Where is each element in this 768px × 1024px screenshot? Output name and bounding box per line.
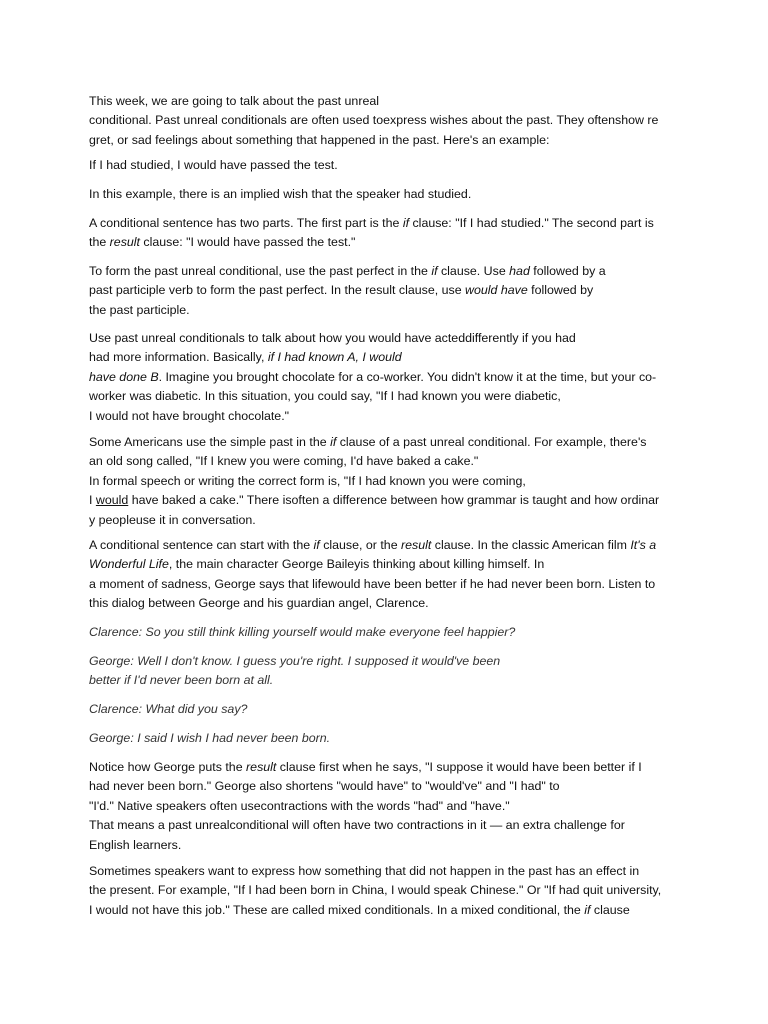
text-line: George: Well I don't know. I guess you're right. I supposed it would've been	[89, 654, 501, 668]
paragraph-usage	[89, 329, 689, 426]
italic-run: It's a	[630, 538, 657, 552]
text-line	[89, 758, 689, 777]
underlined-run: would	[95, 493, 129, 508]
text-run: . Imagine you brought chocolate for a co-worker. You didn't know it at the time, but your co-	[158, 369, 657, 384]
text-line	[89, 262, 689, 281]
text-line: That means a past unrealconditional will often have two contractions in it — an extra challenge for	[89, 818, 625, 833]
text-run: clause	[590, 902, 630, 917]
text-line: Use past unreal conditionals to talk about how you would have acteddifferently if you had	[89, 331, 576, 345]
text-line: a moment of sadness, George says that lifewould have been better if he had never been born. Listen to	[89, 576, 656, 591]
paragraph-mixed	[89, 862, 689, 920]
text-run: clause of a past unreal conditional. For example, there's	[336, 435, 647, 449]
text-line: had never been born." George also shortens "would have" to "would've" and "I had" to	[89, 779, 560, 794]
text-line	[89, 555, 689, 574]
text-run: clause first when he says, "I suppose it would have been better if I	[276, 760, 642, 774]
text-line: better if I'd never been born at all.	[89, 673, 274, 688]
italic-run: result	[109, 235, 140, 250]
text-line: y peopleuse it in conversation.	[89, 512, 256, 527]
text-run: have baked a cake." There isoften a difference between how grammar is taught and how ordinar	[128, 493, 660, 508]
text-run: clause. Use	[437, 264, 510, 278]
paragraph-implied	[89, 185, 689, 204]
paragraph-americans	[89, 433, 689, 530]
text-run: followed by	[527, 283, 594, 298]
text-line: Clarence: So you still think killing yourself would make everyone feel happier?	[89, 625, 516, 639]
text-line: English learners.	[89, 837, 182, 852]
text-line: this dialog between George and his guardian angel, Clarence.	[89, 596, 429, 611]
text-line: Clarence: What did you say?	[89, 702, 248, 716]
dialog-line-george-2	[89, 729, 689, 748]
text-line: worker was diabetic. In this situation, you could say, "If I had known you were diabetic,	[89, 389, 561, 404]
text-line	[89, 368, 689, 387]
text-line	[89, 536, 689, 555]
text-line: gret, or sad feelings about something that happened in the past. Here's an example:	[89, 132, 550, 147]
italic-run: result	[246, 760, 277, 774]
dialog-line-clarence-2	[89, 700, 689, 719]
text-line	[89, 348, 689, 367]
italic-run: if	[431, 264, 438, 278]
text-line	[89, 214, 689, 233]
text-run: A conditional sentence can start with the	[89, 538, 314, 552]
text-run: A conditional sentence has two parts. The first part is the	[89, 216, 403, 230]
italic-run: if	[584, 902, 591, 917]
paragraph-notice	[89, 758, 689, 855]
text-line	[89, 233, 689, 252]
text-line	[89, 433, 689, 452]
text-line: an old song called, "If I knew you were coming, I'd have baked a cake."	[89, 454, 479, 469]
text-line: George: I said I wish I had never been born.	[89, 731, 331, 745]
text-line: the past participle.	[89, 302, 190, 317]
text-line: Sometimes speakers want to express how something that did not happen in the past has an effect in	[89, 864, 640, 878]
text-line: conditional. Past unreal conditionals are often used toexpress wishes about the past. They oftenshow re	[89, 113, 659, 128]
italic-run: had	[509, 264, 530, 278]
text-run: I would not have this job." These are called mixed conditionals. In a mixed conditional, the	[89, 902, 585, 917]
paragraph-film	[89, 536, 689, 614]
italic-run: have done B	[89, 369, 159, 384]
text-run: the	[89, 235, 110, 250]
paragraph-form	[89, 262, 689, 320]
dialog-line-clarence-1	[89, 623, 689, 642]
text-line: In formal speech or writing the correct form is, "If I had known you were coming,	[89, 473, 526, 488]
text-line: In this example, there is an implied wish that the speaker had studied.	[89, 187, 472, 201]
dialog-line-george-1	[89, 652, 689, 691]
text-run: , the main character George Baileyis thinking about killing himself. In	[168, 557, 545, 572]
paragraph-two-parts	[89, 214, 689, 253]
italic-run: if	[402, 216, 410, 230]
text-line	[89, 901, 689, 920]
text-run: clause, or the	[319, 538, 402, 552]
text-run: clause: "If I had studied." The second part is	[409, 216, 654, 230]
italic-run: Wonderful Life	[89, 557, 169, 572]
italic-run: if	[313, 538, 320, 552]
text-run: I	[89, 493, 96, 508]
paragraph-intro	[89, 92, 689, 150]
italic-run: would have	[465, 283, 528, 298]
italic-run: if I had known A, I would	[267, 350, 402, 365]
text-line: This week, we are going to talk about the past unreal	[89, 94, 379, 108]
text-line: "I'd." Native speakers often usecontractions with the words "had" and "have."	[89, 798, 510, 813]
italic-run: if	[330, 435, 337, 449]
text-line	[89, 281, 689, 300]
text-line	[89, 491, 689, 510]
text-line: If I had studied, I would have passed the test.	[89, 158, 338, 172]
text-run: past participle verb to form the past perfect. In the result clause, use	[89, 283, 466, 298]
italic-run: result	[401, 538, 432, 552]
text-run: had more information. Basically,	[89, 350, 268, 365]
text-line: I would not have brought chocolate."	[89, 408, 290, 423]
paragraph-example	[89, 156, 689, 175]
text-run: clause. In the classic American film	[431, 538, 631, 552]
text-run: Notice how George puts the	[89, 760, 247, 774]
text-run: clause: "I would have passed the test."	[139, 235, 356, 250]
text-run: followed by a	[529, 264, 606, 278]
text-line: the present. For example, "If I had been born in China, I would speak Chinese." Or "If had quit university,	[89, 883, 662, 898]
text-run: Some Americans use the simple past in the	[89, 435, 331, 449]
text-run: To form the past unreal conditional, use the past perfect in the	[89, 264, 432, 278]
